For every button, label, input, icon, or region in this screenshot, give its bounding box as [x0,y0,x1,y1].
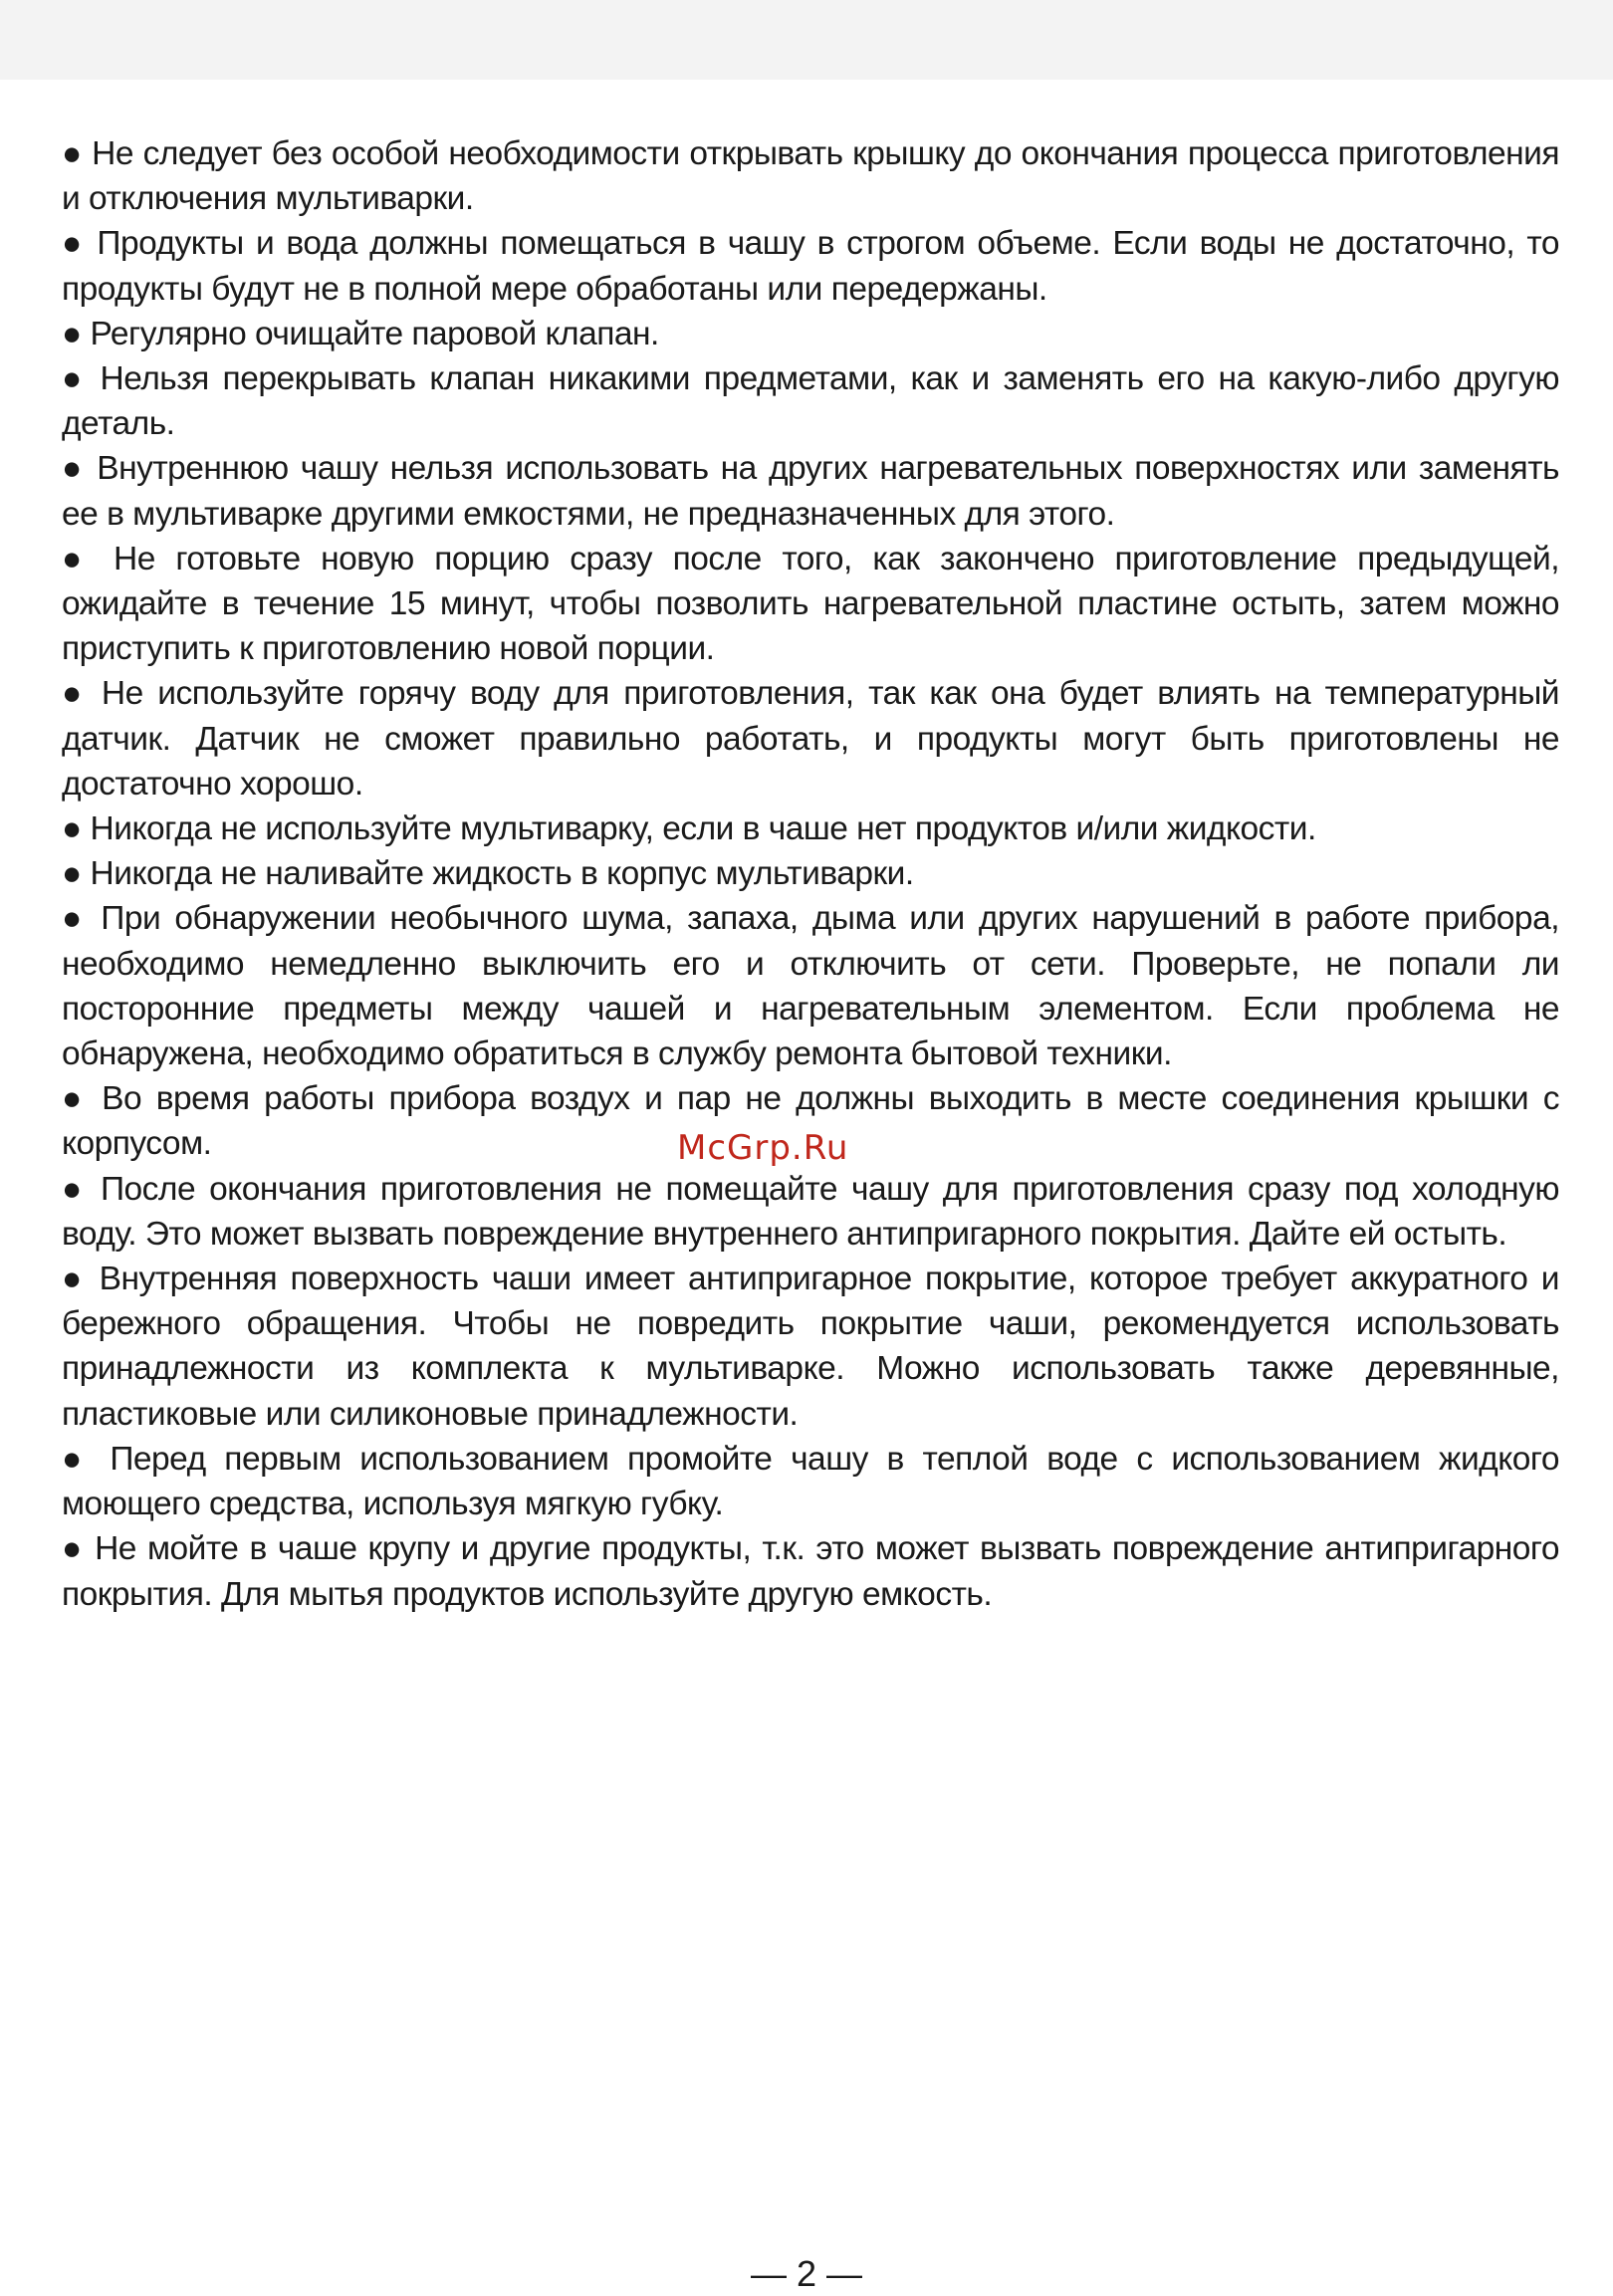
list-item [62,851,1559,896]
bullet-icon: ● [62,540,94,577]
list-item [62,312,1559,356]
list-item [62,896,1559,1076]
item-text: Никогда не наливайте жидкость в корпус мультиварки. [90,855,914,893]
list-item [62,221,1559,311]
item-text: Во время работы прибора воздух и пар не должны выходить в месте соединения крышки с корпусом. [62,1080,1560,1163]
item-text: Перед первым использованием промойте чашу в теплой воде с использованием жидкого моющего средства, используя мягкую губку. [62,1440,1560,1523]
bullet-icon: ● [62,810,82,848]
bullet-icon: ● [62,900,88,938]
item-text: Внутреннюю чашу нельзя использовать на других нагревательных поверхностях или заменять ее в мультиварке другими емкостями, не предназначенных для этого. [62,450,1559,533]
list-item [62,537,1559,672]
item-text: Нельзя перекрывать клапан никакими предметами, как и заменять его на какую-либо другую деталь. [62,360,1560,443]
instructions-list [62,131,1559,1617]
list-item [62,806,1559,851]
bullet-icon: ● [62,855,82,893]
list-item [62,1437,1559,1526]
list-item [62,671,1559,806]
item-text: Никогда не используйте мультиварку, если в чаше нет продуктов и/или жидкости. [90,810,1316,848]
list-item [62,1167,1559,1257]
bullet-icon: ● [62,450,86,488]
item-text: Не готовьте новую порцию сразу после того, как закончено приготовление предыдущей, ожидайте в течение 15 минут, чтобы позволить нагревательной пластине остыть, затем можно приступить к приготовлению новой порции. [62,540,1559,668]
item-text: Не используйте горячу воду для приготовления, так как она будет влиять на температурный датчик. Датчик не сможет правильно работать, и продукты могут быть приготовлены не достаточно хорошо. [62,675,1560,803]
bullet-icon: ● [62,315,82,352]
item-text: Регулярно очищайте паровой клапан. [90,315,659,352]
bullet-icon: ● [62,1080,88,1118]
item-text: Не мойте в чаше крупу и другие продукты, т.к. это может вызвать повреждение антипригарного покрытия. Для мытья продуктов используйте другую емкость. [62,1530,1560,1613]
list-item [62,1526,1559,1616]
bullet-icon: ● [62,1440,92,1478]
bullet-icon: ● [62,675,88,713]
page-number: — 2 — [750,2253,863,2294]
list-item [62,356,1559,446]
bullet-icon: ● [62,225,86,263]
list-item [62,446,1559,536]
list-item [62,131,1559,221]
top-band [0,0,1613,80]
item-text: Не следует без особой необходимости открывать крышку до окончания процесса приготовления и отключения мультиварки. [62,135,1560,218]
item-text: Продукты и вода должны помещаться в чашу в строгом объеме. Если воды не достаточно, то продукты будут не в полной мере обработаны или передержаны. [62,225,1560,308]
list-item [62,1257,1559,1437]
bullet-icon: ● [62,1170,87,1208]
item-text: Внутренняя поверхность чаши имеет антипригарное покрытие, которое требует аккуратного и бережного обращения. Чтобы не повредить покрытие чаши, рекомендуется использовать принадлежности из комплекта к мультиварке. Можно использовать также деревянные, пластиковые или силиконовые принадлежности. [62,1261,1560,1433]
watermark: McGrp.Ru [677,1128,849,1168]
bullet-icon: ● [62,360,87,398]
bullet-icon: ● [62,1530,84,1568]
bullet-icon: ● [62,1261,87,1298]
item-text: При обнаружении необычного шума, запаха, дыма или других нарушений в работе прибора, необходимо немедленно выключить его и отключить от сети. Проверьте, не попали ли посторонние предметы между чашей и нагревательным элементом. Если проблема не обнаружена, необходимо обратиться в службу ремонта бытовой техники. [62,900,1560,1073]
bullet-icon: ● [62,135,83,172]
item-text: После окончания приготовления не помещайте чашу для приготовления сразу под холодную воду. Это может вызвать повреждение внутреннего антипригарного покрытия. Дайте ей остыть. [62,1170,1559,1253]
